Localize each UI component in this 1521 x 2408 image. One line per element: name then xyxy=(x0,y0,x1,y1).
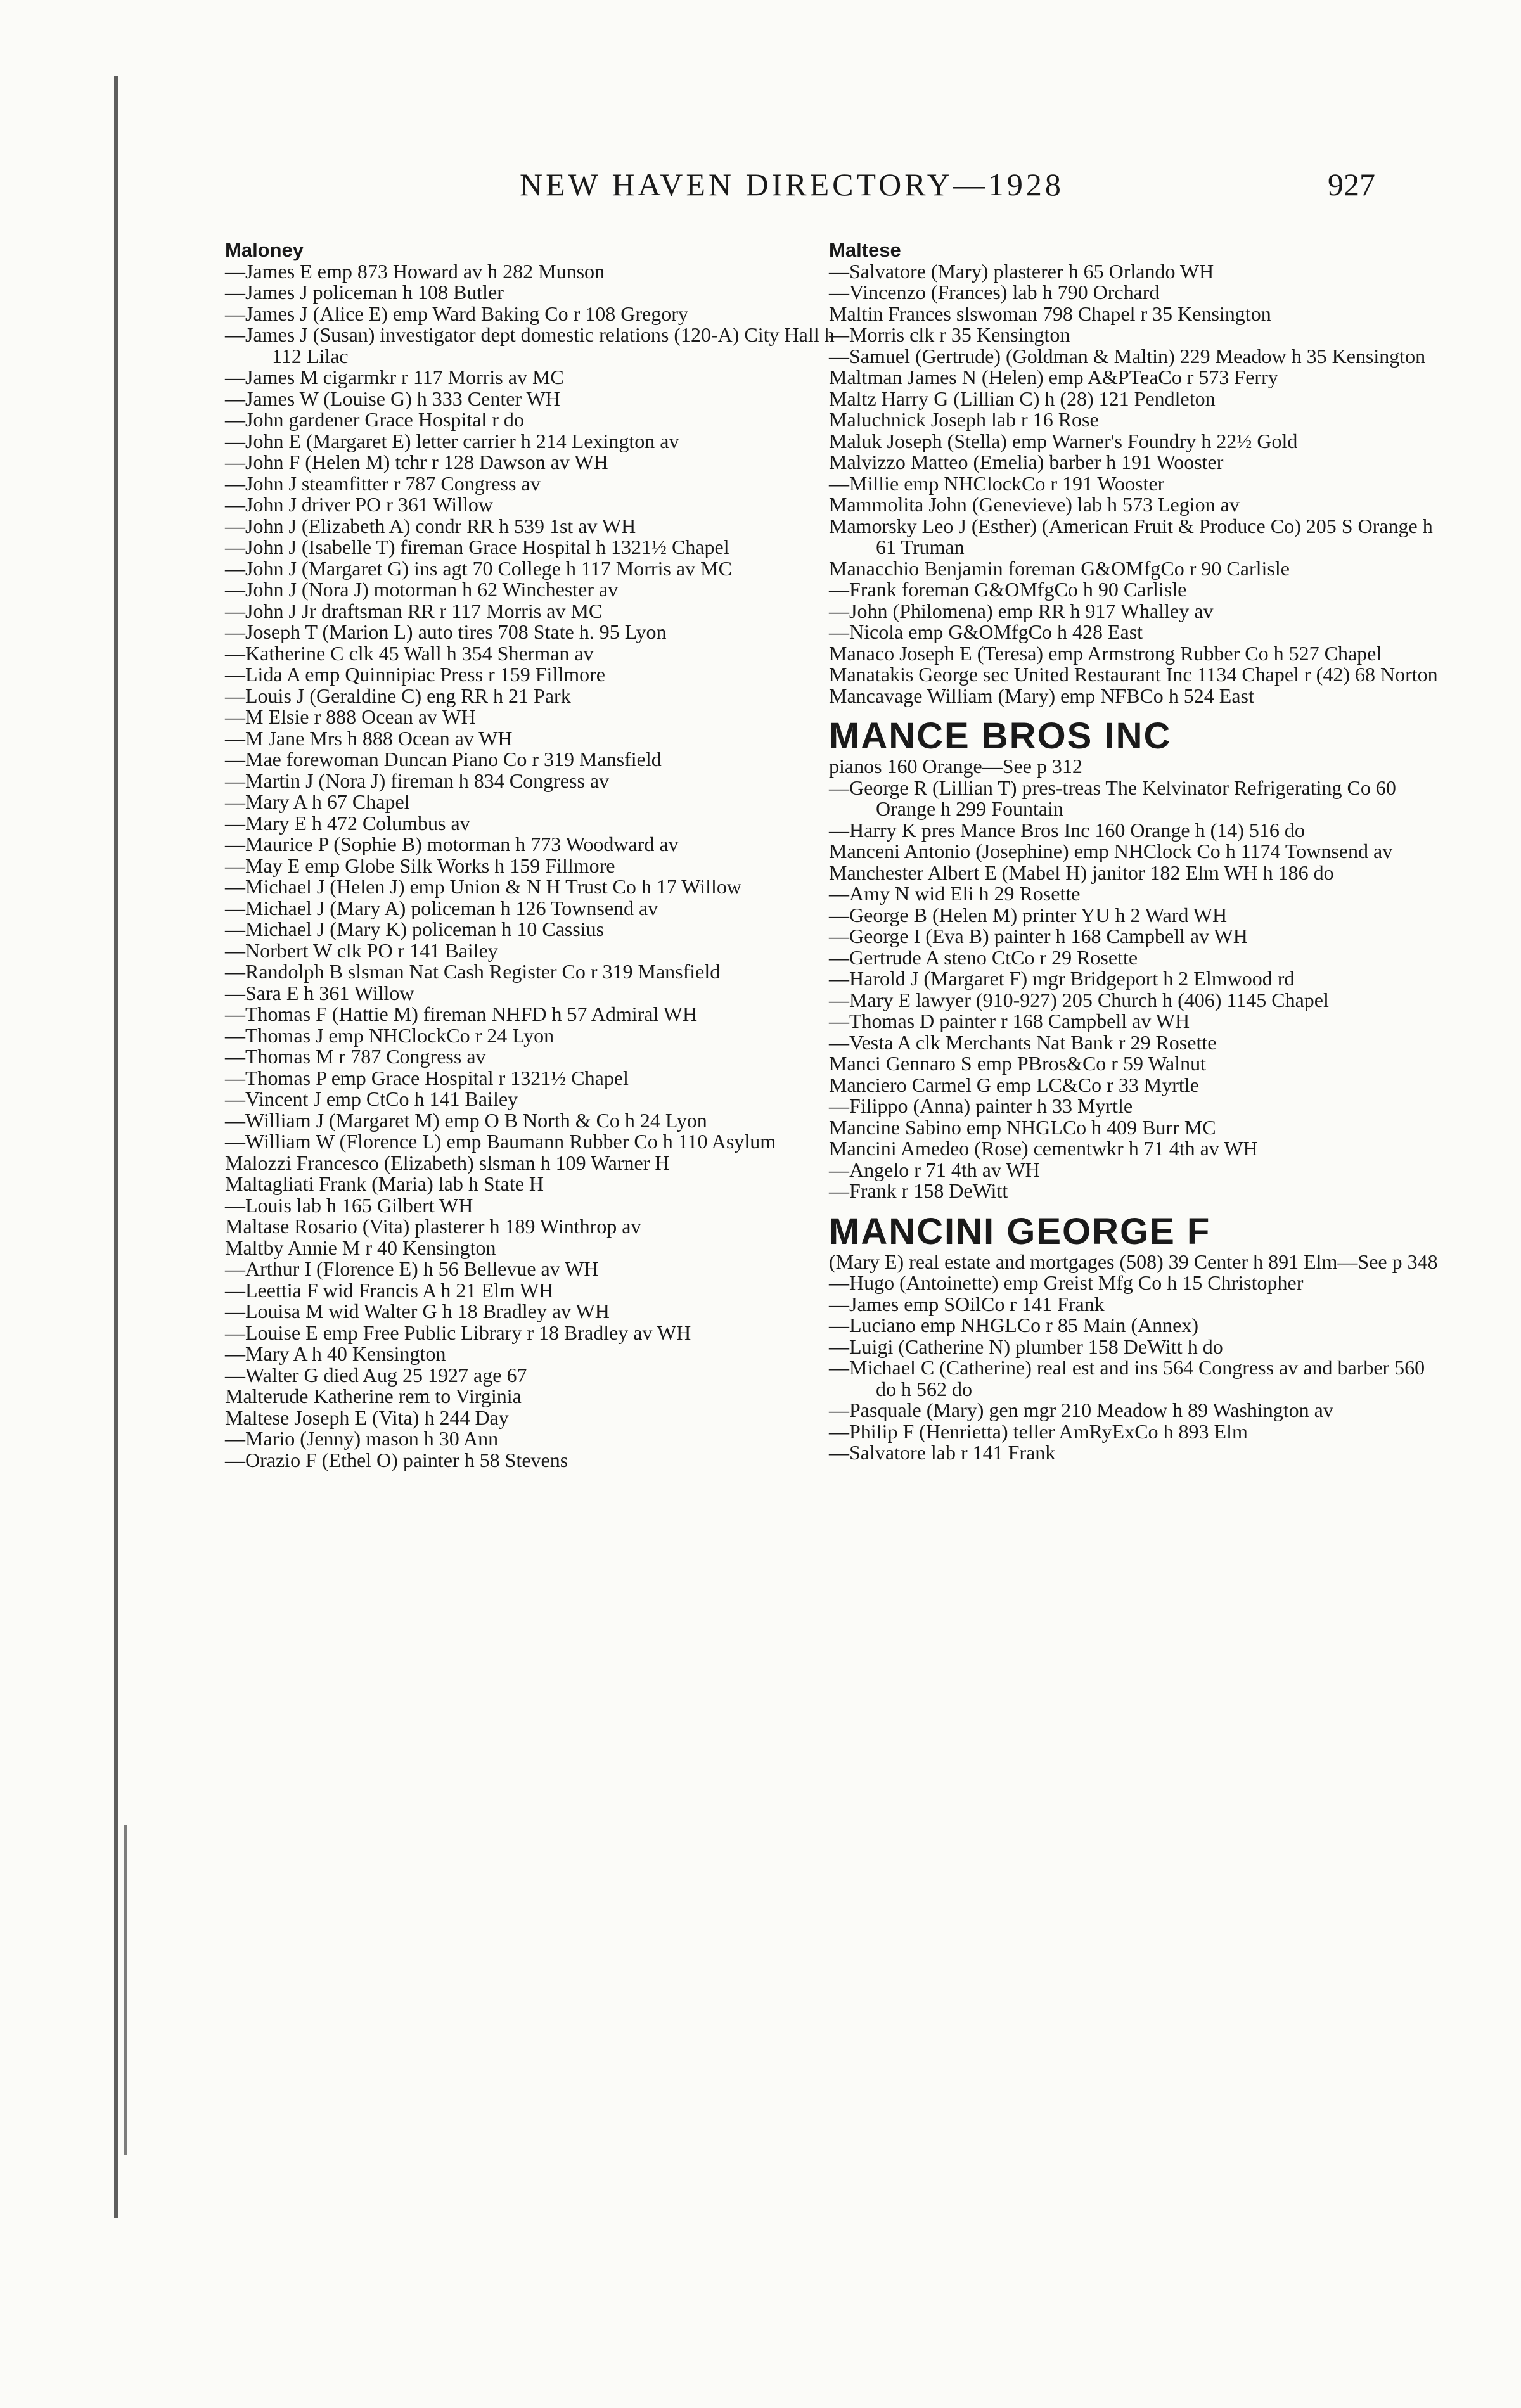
directory-entry: Maltman James N (Helen) emp A&PTeaCo r 573 Ferry xyxy=(829,366,1278,388)
directory-entry: —William J (Margaret M) emp O B North & Co h 24 Lyon xyxy=(225,1108,707,1132)
directory-entry: Manatakis George sec United Restaurant Inc 1134 Chapel r (42) 68 Norton xyxy=(829,663,1438,686)
directory-entry: —Frank r 158 DeWitt xyxy=(829,1179,1008,1202)
right-column xyxy=(829,240,1444,1464)
directory-entry: —Amy N wid Eli h 29 Rosette xyxy=(829,882,1081,905)
directory-entry: Malvizzo Matteo (Emelia) barber h 191 Wooster xyxy=(829,451,1224,473)
binding-edge-line xyxy=(114,76,118,2218)
directory-entry: —Mary A h 40 Kensington xyxy=(225,1342,446,1365)
directory-entry: —Orazio F (Ethel O) painter h 58 Stevens xyxy=(225,1448,568,1471)
directory-entry: —Katherine C clk 45 Wall h 354 Sherman av xyxy=(225,641,594,665)
display-advertiser-name: MANCINI GEORGE F xyxy=(829,1210,1211,1252)
directory-entry: —James J (Susan) investigator dept domestic relations (120-A) City Hall h 112 Lilac xyxy=(225,323,835,368)
directory-entry: —Vesta A clk Merchants Nat Bank r 29 Rosette xyxy=(829,1030,1217,1054)
directory-entry: —Luciano emp NHGLCo r 85 Main (Annex) xyxy=(829,1314,1198,1336)
directory-entry: —Millie emp NHClockCo r 191 Wooster xyxy=(829,471,1165,495)
directory-entry: Manci Gennaro S emp PBros&Co r 59 Walnut xyxy=(829,1052,1206,1075)
directory-entry: —Maurice P (Sophie B) motorman h 773 Woodward av xyxy=(225,833,679,855)
directory-entry: Maltese Joseph E (Vita) h 244 Day xyxy=(225,1406,509,1429)
directory-entry: Manaco Joseph E (Teresa) emp Armstrong Rubber Co h 527 Chapel xyxy=(829,641,1382,665)
directory-entry: —George R (Lillian T) pres-treas The Kelvinator Refrigerating Co 60 Orange h 299 Fountain xyxy=(829,776,1396,820)
directory-entry: —John J (Margaret G) ins agt 70 College h 117 Morris av MC xyxy=(225,556,732,580)
directory-entry: —John J steamfitter r 787 Congress av xyxy=(225,471,541,495)
directory-entry: Maltby Annie M r 40 Kensington xyxy=(225,1236,496,1259)
directory-entry: —Michael J (Mary A) policeman h 126 Townsend av xyxy=(225,896,658,919)
directory-entry: —Salvatore lab r 141 Frank xyxy=(829,1441,1056,1464)
directory-entry: —James E emp 873 Howard av h 282 Munson xyxy=(225,259,605,283)
directory-entry: —Martin J (Nora J) fireman h 834 Congress av xyxy=(225,769,610,792)
directory-entry: —Lida A emp Quinnipiac Press r 159 Fillmore xyxy=(225,663,605,686)
directory-entry: —John (Philomena) emp RR h 917 Whalley av xyxy=(829,599,1214,622)
directory-entry: —Michael J (Helen J) emp Union & N H Trust Co h 17 Willow xyxy=(225,875,741,898)
directory-entry: —Hugo (Antoinette) emp Greist Mfg Co h 15 Christopher xyxy=(829,1271,1304,1294)
directory-entry: —Thomas P emp Grace Hospital r 1321½ Chapel xyxy=(225,1066,629,1089)
directory-entry: —Angelo r 71 4th av WH xyxy=(829,1158,1040,1181)
directory-entry: —Pasquale (Mary) gen mgr 210 Meadow h 89 Washington av xyxy=(829,1399,1333,1421)
directory-entry: —John J (Elizabeth A) condr RR h 539 1st av WH xyxy=(225,514,636,537)
directory-entry: —Louise E emp Free Public Library r 18 Bradley av WH xyxy=(225,1321,691,1344)
directory-entry: Maluk Joseph (Stella) emp Warner's Foundry h 22½ Gold xyxy=(829,429,1298,452)
directory-entry: Manacchio Benjamin foreman G&OMfgCo r 90 Carlisle xyxy=(829,556,1290,580)
directory-entry: —Gertrude A steno CtCo r 29 Rosette xyxy=(829,945,1138,969)
surname-heading: Maltese xyxy=(829,239,901,261)
directory-entry: —John J driver PO r 361 Willow xyxy=(225,493,493,516)
directory-entry: —John E (Margaret E) letter carrier h 214 Lexington av xyxy=(225,429,679,452)
directory-entry: —Thomas D painter r 168 Campbell av WH xyxy=(829,1009,1190,1032)
directory-entry: —John J (Nora J) motorman h 62 Winchester av xyxy=(225,578,619,601)
directory-entry: Maltz Harry G (Lillian C) h (28) 121 Pendleton xyxy=(829,387,1216,410)
directory-entry: —Louisa M wid Walter G h 18 Bradley av WH xyxy=(225,1300,610,1322)
directory-entry: Mancine Sabino emp NHGLCo h 409 Burr MC xyxy=(829,1115,1216,1139)
directory-entry: pianos 160 Orange—See p 312 xyxy=(829,755,1082,778)
directory-entry: —Norbert W clk PO r 141 Bailey xyxy=(225,938,498,962)
directory-entry: —Morris clk r 35 Kensington xyxy=(829,323,1070,346)
directory-entry: Mancini Amedeo (Rose) cementwkr h 71 4th av WH xyxy=(829,1137,1258,1160)
directory-entry: —Luigi (Catherine N) plumber 158 DeWitt h do xyxy=(829,1335,1223,1358)
directory-entry: —James W (Louise G) h 333 Center WH xyxy=(225,387,560,410)
directory-entry: —Walter G died Aug 25 1927 age 67 xyxy=(225,1363,527,1387)
directory-entry: —George I (Eva B) painter h 168 Campbell av WH xyxy=(829,925,1248,947)
display-advertiser-name: MANCE BROS INC xyxy=(829,715,1172,757)
directory-entry: —Salvatore (Mary) plasterer h 65 Orlando WH xyxy=(829,259,1214,283)
directory-entry: —Mary E lawyer (910-927) 205 Church h (406) 1145 Chapel xyxy=(829,988,1329,1011)
surname-heading: Maloney xyxy=(225,239,304,261)
directory-entry: —May E emp Globe Silk Works h 159 Fillmore xyxy=(225,854,615,877)
directory-entry: —Mario (Jenny) mason h 30 Ann xyxy=(225,1427,499,1450)
directory-entry: —Philip F (Henrietta) teller AmRyExCo h 893 Elm xyxy=(829,1419,1248,1443)
directory-entry: —Samuel (Gertrude) (Goldman & Maltin) 229 Meadow h 35 Kensington xyxy=(829,344,1426,368)
directory-entry: —Mae forewoman Duncan Piano Co r 319 Mansfield xyxy=(225,748,662,771)
directory-entry: —John J Jr draftsman RR r 117 Morris av MC xyxy=(225,599,603,622)
directory-entry: Manciero Carmel G emp LC&Co r 33 Myrtle xyxy=(829,1073,1199,1096)
directory-entry: —Filippo (Anna) painter h 33 Myrtle xyxy=(829,1094,1133,1117)
directory-entry: Maluchnick Joseph lab r 16 Rose xyxy=(829,408,1099,431)
directory-entry: —Randolph B slsman Nat Cash Register Co r 319 Mansfield xyxy=(225,960,721,983)
directory-entry: —Vincent J emp CtCo h 141 Bailey xyxy=(225,1087,518,1110)
directory-entry: —M Jane Mrs h 888 Ocean av WH xyxy=(225,726,513,750)
directory-entry: Mancavage William (Mary) emp NFBCo h 524 East xyxy=(829,684,1254,707)
directory-entry: —Louis lab h 165 Gilbert WH xyxy=(225,1193,473,1217)
directory-entry: —Harold J (Margaret F) mgr Bridgeport h 2 Elmwood rd xyxy=(829,967,1295,990)
directory-entry: Malozzi Francesco (Elizabeth) slsman h 109 Warner H xyxy=(225,1151,670,1174)
page-number: 927 xyxy=(1328,167,1375,202)
directory-entry: —M Elsie r 888 Ocean av WH xyxy=(225,705,476,728)
directory-entry: —James M cigarmkr r 117 Morris av MC xyxy=(225,366,564,388)
directory-entry: —Harry K pres Mance Bros Inc 160 Orange h (14) 516 do xyxy=(829,818,1305,842)
directory-entry: Maltin Frances slswoman 798 Chapel r 35 Kensington xyxy=(829,302,1271,325)
directory-entry: —Thomas J emp NHClockCo r 24 Lyon xyxy=(225,1023,555,1047)
running-title: NEW HAVEN DIRECTORY—1928 xyxy=(520,167,1064,202)
directory-entry: —Thomas F (Hattie M) fireman NHFD h 57 Admiral WH xyxy=(225,1002,698,1025)
left-column xyxy=(225,240,840,1471)
directory-entry: —John gardener Grace Hospital r do xyxy=(225,408,524,431)
directory-entry: —Mary E h 472 Columbus av xyxy=(225,811,470,835)
directory-entry: (Mary E) real estate and mortgages (508) 39 Center h 891 Elm—See p 348 xyxy=(829,1250,1438,1273)
directory-entry: —Louis J (Geraldine C) eng RR h 21 Park xyxy=(225,684,571,707)
directory-entry: Manceni Antonio (Josephine) emp NHClock Co h 1174 Townsend av xyxy=(829,840,1393,862)
directory-entry: —John J (Isabelle T) fireman Grace Hospital h 1321½ Chapel xyxy=(225,535,729,558)
directory-entry: Manchester Albert E (Mabel H) janitor 182 Elm WH h 186 do xyxy=(829,861,1334,884)
directory-entry: —Arthur I (Florence E) h 56 Bellevue av WH xyxy=(225,1257,599,1280)
directory-entry: —Nicola emp G&OMfgCo h 428 East xyxy=(829,620,1143,643)
directory-entry: Maltagliati Frank (Maria) lab h State H xyxy=(225,1172,544,1195)
directory-entry: —Michael J (Mary K) policeman h 10 Cassius xyxy=(225,918,605,940)
directory-entry: —Mary A h 67 Chapel xyxy=(225,790,410,813)
binding-edge-line-lower xyxy=(124,1825,127,2155)
directory-entry: —William W (Florence L) emp Baumann Rubber Co h 110 Asylum xyxy=(225,1130,776,1153)
directory-entry: —John F (Helen M) tchr r 128 Dawson av WH xyxy=(225,451,608,473)
directory-entry: —Sara E h 361 Willow xyxy=(225,981,414,1004)
directory-entry: —Frank foreman G&OMfgCo h 90 Carlisle xyxy=(829,578,1187,601)
directory-entry: —Thomas M r 787 Congress av xyxy=(225,1045,486,1068)
directory-entry: —Michael C (Catherine) real est and ins 564 Congress av and barber 560 do h 562 do xyxy=(829,1356,1425,1400)
directory-entry: —Joseph T (Marion L) auto tires 708 State h. 95 Lyon xyxy=(225,620,667,643)
directory-entry: Mamorsky Leo J (Esther) (American Fruit & Produce Co) 205 S Orange h 61 Truman xyxy=(829,514,1433,558)
directory-entry: —Leettia F wid Francis A h 21 Elm WH xyxy=(225,1278,554,1302)
page-header xyxy=(0,166,1521,217)
directory-entry: Mammolita John (Genevieve) lab h 573 Legion av xyxy=(829,493,1240,516)
directory-entry: —James J (Alice E) emp Ward Baking Co r 108 Gregory xyxy=(225,302,688,325)
directory-entry: —Vincenzo (Frances) lab h 790 Orchard xyxy=(829,281,1160,304)
directory-entry: —James J policeman h 108 Butler xyxy=(225,281,504,304)
directory-entry: —James emp SOilCo r 141 Frank xyxy=(829,1292,1105,1316)
directory-entry: —George B (Helen M) printer YU h 2 Ward WH xyxy=(829,903,1228,926)
directory-entry: Maltase Rosario (Vita) plasterer h 189 Winthrop av xyxy=(225,1215,641,1238)
directory-entry: Malterude Katherine rem to Virginia xyxy=(225,1385,522,1407)
